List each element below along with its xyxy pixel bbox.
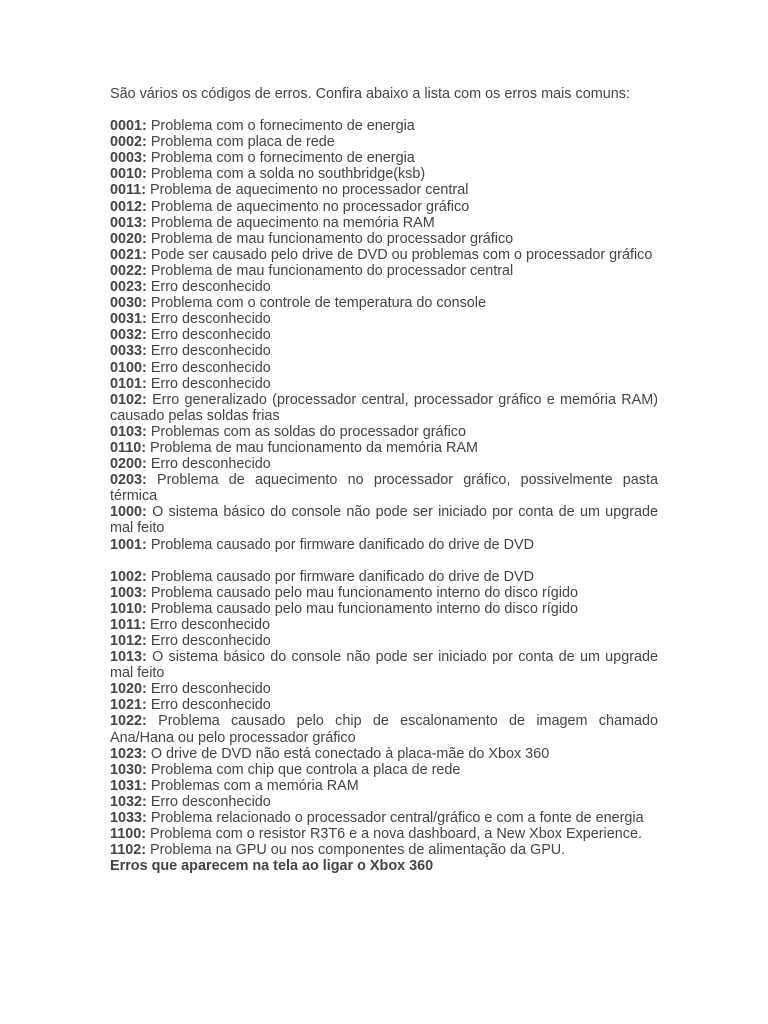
- intro-paragraph: São vários os códigos de erros. Confira abaixo a lista com os erros mais comuns:: [110, 86, 630, 102]
- error-code: 1000:: [110, 504, 147, 521]
- error-code: 1013:: [110, 649, 147, 666]
- error-description: Problemas com a memória RAM: [150, 777, 359, 794]
- error-description: Erro desconhecido: [150, 633, 271, 649]
- error-code: 0011:: [110, 182, 147, 199]
- error-code: 1003:: [110, 584, 147, 601]
- error-description: Problema com o fornecimento de energia: [150, 118, 415, 135]
- error-description: Erro desconhecido: [150, 375, 271, 392]
- error-description: Problemas com as soldas do processador gráfico: [150, 423, 466, 440]
- error-code: 1100:: [110, 826, 147, 843]
- error-code-entry: [110, 182, 658, 198]
- error-description: Problema de aquecimento na memória RAM: [150, 214, 435, 231]
- error-description: O drive de DVD não está conectado à placa-mãe do Xbox 360: [150, 745, 550, 762]
- error-description: Problema com chip que controla a placa de rede: [150, 761, 461, 778]
- error-code: 0103:: [110, 423, 147, 440]
- error-code-group: [110, 118, 658, 553]
- error-description: Erro desconhecido: [150, 343, 271, 360]
- error-description: Erro desconhecido: [150, 616, 271, 633]
- error-code: 0020:: [110, 230, 147, 247]
- error-code-list: [110, 118, 658, 858]
- error-code-entry: [110, 762, 658, 778]
- error-code-entry: [110, 279, 658, 295]
- error-description: Erro desconhecido: [150, 793, 271, 810]
- error-description: Problema causado por firmware danificado do drive de DVD: [150, 536, 534, 553]
- error-code: 1032:: [110, 793, 147, 810]
- error-code: 0001:: [110, 118, 147, 135]
- error-code: 1030:: [110, 761, 147, 778]
- error-code-entry: [110, 697, 658, 713]
- error-code: 0032:: [110, 327, 147, 344]
- error-code-entry: [110, 569, 658, 585]
- error-code-entry: [110, 633, 658, 649]
- error-description: Erro desconhecido: [150, 681, 271, 698]
- error-code-entry: [110, 440, 658, 456]
- error-description: Problema de aquecimento no processador gráfico, possivelmente pasta térmica: [110, 472, 658, 505]
- error-code: 0100:: [110, 359, 147, 376]
- error-code-entry: [110, 150, 658, 166]
- error-code: 0010:: [110, 166, 147, 183]
- error-code: 1001:: [110, 536, 147, 553]
- error-description: Problema de aquecimento no processador gráfico: [150, 198, 470, 215]
- error-code: 0033:: [110, 343, 147, 360]
- error-description: Erro desconhecido: [150, 311, 271, 328]
- error-code-entry: [110, 327, 658, 343]
- error-code: 0110:: [110, 439, 147, 456]
- error-code-entry: [110, 376, 658, 392]
- error-description: Problema de mau funcionamento da memória RAM: [150, 439, 478, 456]
- error-description: Problema de mau funcionamento do processador central: [150, 262, 514, 279]
- error-code: 0003:: [110, 150, 147, 167]
- error-code-entry: [110, 118, 658, 134]
- error-code-entry: [110, 166, 658, 182]
- error-code-entry: [110, 134, 658, 150]
- section-heading: Erros que aparecem na tela ao ligar o Xbox 360: [110, 858, 434, 875]
- document-page: [110, 86, 658, 874]
- error-description: Pode ser causado pelo drive de DVD ou problemas com o processador gráfico: [150, 246, 653, 263]
- error-code-entry: [110, 746, 658, 762]
- error-code-entry: [110, 231, 658, 247]
- error-code-entry: [110, 472, 658, 504]
- error-code-entry: [110, 311, 658, 327]
- error-description: Problema de mau funcionamento do processador gráfico: [150, 230, 514, 247]
- error-code: 0013:: [110, 214, 147, 231]
- error-code: 0101:: [110, 375, 147, 392]
- error-code: 1002:: [110, 568, 147, 585]
- error-description: Problema causado pelo chip de escalonamento de imagem chamado Ana/Hana ou pelo processador gráfico: [110, 713, 658, 746]
- error-code: 0200:: [110, 456, 147, 473]
- error-code: 0021:: [110, 246, 147, 263]
- error-code: 1023:: [110, 745, 147, 762]
- error-code: 0012:: [110, 198, 147, 215]
- error-description: Erro desconhecido: [150, 697, 271, 714]
- error-code: 0022:: [110, 262, 147, 279]
- error-code: 1011:: [110, 616, 147, 633]
- error-code: 1010:: [110, 600, 147, 617]
- error-description: Erro generalizado (processador central, processador gráfico e memória RAM) causado pelas soldas frias: [110, 391, 659, 424]
- error-code-entry: [110, 215, 658, 231]
- error-description: Erro desconhecido: [150, 456, 271, 473]
- error-code-entry: [110, 199, 658, 215]
- error-description: Problema causado pelo mau funcionamento interno do disco rígido: [150, 600, 578, 617]
- error-code-entry: [110, 392, 658, 424]
- error-code-entry: [110, 681, 658, 697]
- error-code-entry: [110, 826, 658, 842]
- error-code: 1020:: [110, 681, 147, 698]
- error-code-entry: [110, 295, 658, 311]
- error-code-entry: [110, 713, 658, 745]
- error-description: Problema com o controle de temperatura do console: [150, 295, 486, 312]
- error-code-entry: [110, 263, 658, 279]
- error-code: 0030:: [110, 295, 147, 312]
- error-code-entry: [110, 424, 658, 440]
- error-code-entry: [110, 778, 658, 794]
- error-code: 1033:: [110, 810, 147, 827]
- error-code-entry: [110, 360, 658, 376]
- error-description: O sistema básico do console não pode ser iniciado por conta de um upgrade mal feito: [110, 504, 658, 537]
- error-description: Problema na GPU ou nos componentes de alimentação da GPU.: [150, 842, 566, 859]
- error-code-entry: [110, 537, 658, 553]
- error-code-entry: [110, 794, 658, 810]
- error-description: Problema de aquecimento no processador central: [150, 182, 469, 199]
- error-code: 0203:: [110, 472, 147, 489]
- error-code: 1102:: [110, 842, 147, 859]
- error-code-entry: [110, 601, 658, 617]
- error-code-entry: [110, 842, 658, 858]
- error-description: Erro desconhecido: [150, 327, 271, 344]
- error-description: Problema relacionado o processador central/gráfico e com a fonte de energia: [150, 810, 644, 827]
- error-code-entry: [110, 343, 658, 359]
- error-code-group: [110, 569, 658, 859]
- error-code-entry: [110, 585, 658, 601]
- error-code: 1022:: [110, 713, 147, 730]
- error-code: 0023:: [110, 279, 147, 296]
- error-code: 0002:: [110, 134, 147, 151]
- error-code-entry: [110, 649, 658, 681]
- error-code-entry: [110, 504, 658, 536]
- error-description: O sistema básico do console não pode ser iniciado por conta de um upgrade mal feito: [110, 649, 658, 682]
- error-code-entry: [110, 617, 658, 633]
- error-code: 0102:: [110, 391, 147, 408]
- error-code: 1012:: [110, 633, 147, 649]
- error-code: 1031:: [110, 777, 147, 794]
- error-description: Erro desconhecido: [150, 279, 271, 296]
- error-code-entry: [110, 247, 658, 263]
- error-description: Problema com a solda no southbridge(ksb): [150, 166, 426, 183]
- error-code: 1021:: [110, 697, 147, 714]
- error-code: 0031:: [110, 311, 147, 328]
- error-code-entry: [110, 456, 658, 472]
- error-description: Problema causado pelo mau funcionamento interno do disco rígido: [150, 584, 578, 601]
- error-description: Problema com o fornecimento de energia: [150, 150, 415, 167]
- error-description: Problema com o resistor R3T6 e a nova dashboard, a New Xbox Experience.: [150, 826, 642, 843]
- error-description: Problema causado por firmware danificado do drive de DVD: [150, 568, 534, 585]
- error-description: Problema com placa de rede: [150, 134, 335, 151]
- error-code-entry: [110, 810, 658, 826]
- error-description: Erro desconhecido: [150, 359, 271, 376]
